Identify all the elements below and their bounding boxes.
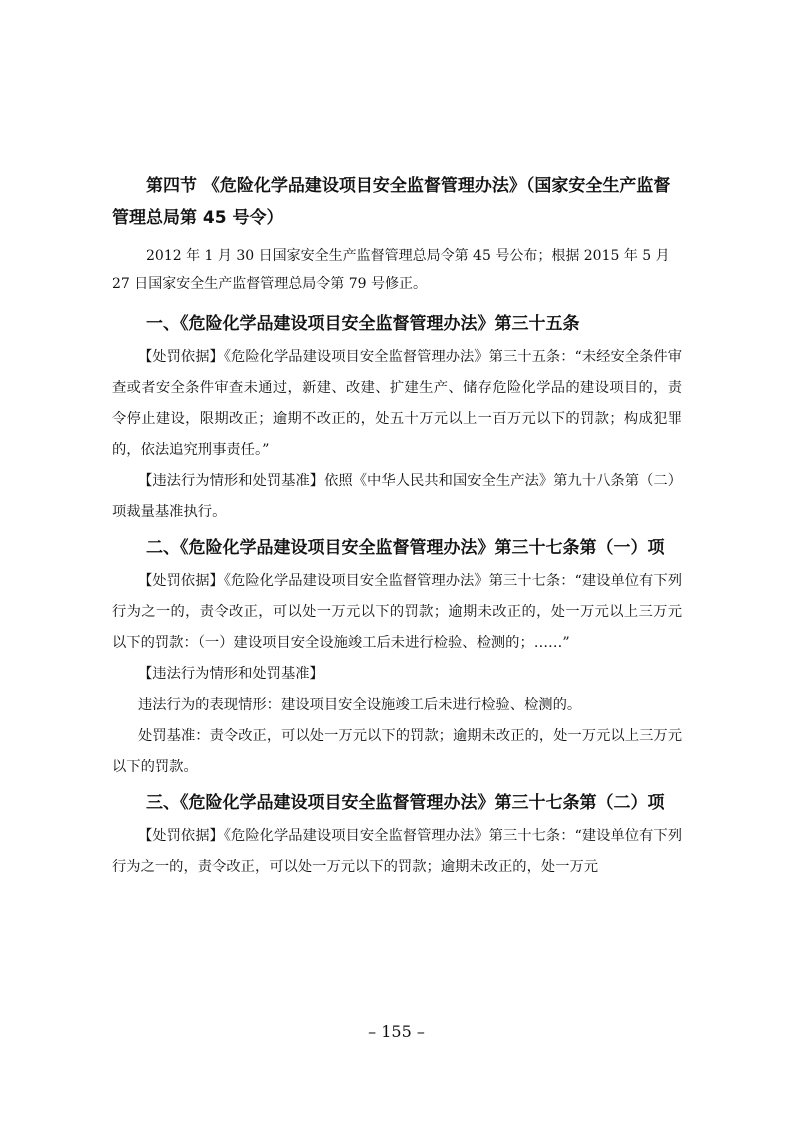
article-1	[112, 308, 682, 528]
violation-benchmark-heading: 【违法行为情形和处罚基准】	[138, 666, 324, 682]
penalty-benchmark: 处罚基准：责令改正，可以处一万元以下的罚款；逾期未改正的，处一万元以上三万元以下的罚款。	[112, 728, 682, 775]
penalty-basis: 【处罚依据】《危险化学品建设项目安全监督管理办法》第三十七条：“建设单位有下列行为之一的，责令改正，可以处一万元以下的罚款；逾期未改正的，处一万元	[112, 828, 682, 875]
section-title: 第四节 《危险化学品建设项目安全监督管理办法》（国家安全生产监督管理总局第 45 号令）	[112, 176, 671, 228]
article-title: 二、《危险化学品建设项目安全监督管理办法》第三十七条第（一）项	[146, 538, 665, 558]
penalty-basis: 【处罚依据】《危险化学品建设项目安全监督管理办法》第三十七条：“建设单位有下列行为之一的，责令改正，可以处一万元以下的罚款；逾期未改正的，处一万元以上三万元以下的罚款：（一）建设项目安全设施竣工后未进行检验、检测的；……”	[112, 573, 682, 651]
penalty-basis: 【处罚依据】《危险化学品建设项目安全监督管理办法》第三十五条：“未经安全条件审查或者安全条件审查未通过，新建、改建、扩建生产、储存危险化学品的建设项目的，责令停止建设，限期改正；逾期不改正的，处五十万元以上一百万元以下的罚款；构成犯罪的，依法追究刑事责任。”	[112, 349, 682, 458]
violation-situation: 违法行为的表现情形：建设项目安全设施竣工后未进行检验、检测的。	[138, 697, 582, 713]
article-title: 一、《危险化学品建设项目安全监督管理办法》第三十五条	[146, 314, 580, 334]
page-number: – 155 –	[368, 1022, 425, 1041]
article-2	[112, 532, 682, 783]
article-3	[112, 787, 682, 883]
article-title: 三、《危险化学品建设项目安全监督管理办法》第三十七条第（二）项	[146, 793, 665, 813]
promulgation-note: 2012 年 1 月 30 日国家安全生产监督管理总局令第 45 号公布；根据 2015 年 5 月 27 日国家安全生产监督管理总局令第 79 号修正。	[112, 248, 670, 292]
document-page	[112, 170, 682, 883]
violation-benchmark: 【违法行为情形和处罚基准】依照《中华人民共和国安全生产法》第九十八条第（二）项裁量基准执行。	[112, 473, 682, 520]
